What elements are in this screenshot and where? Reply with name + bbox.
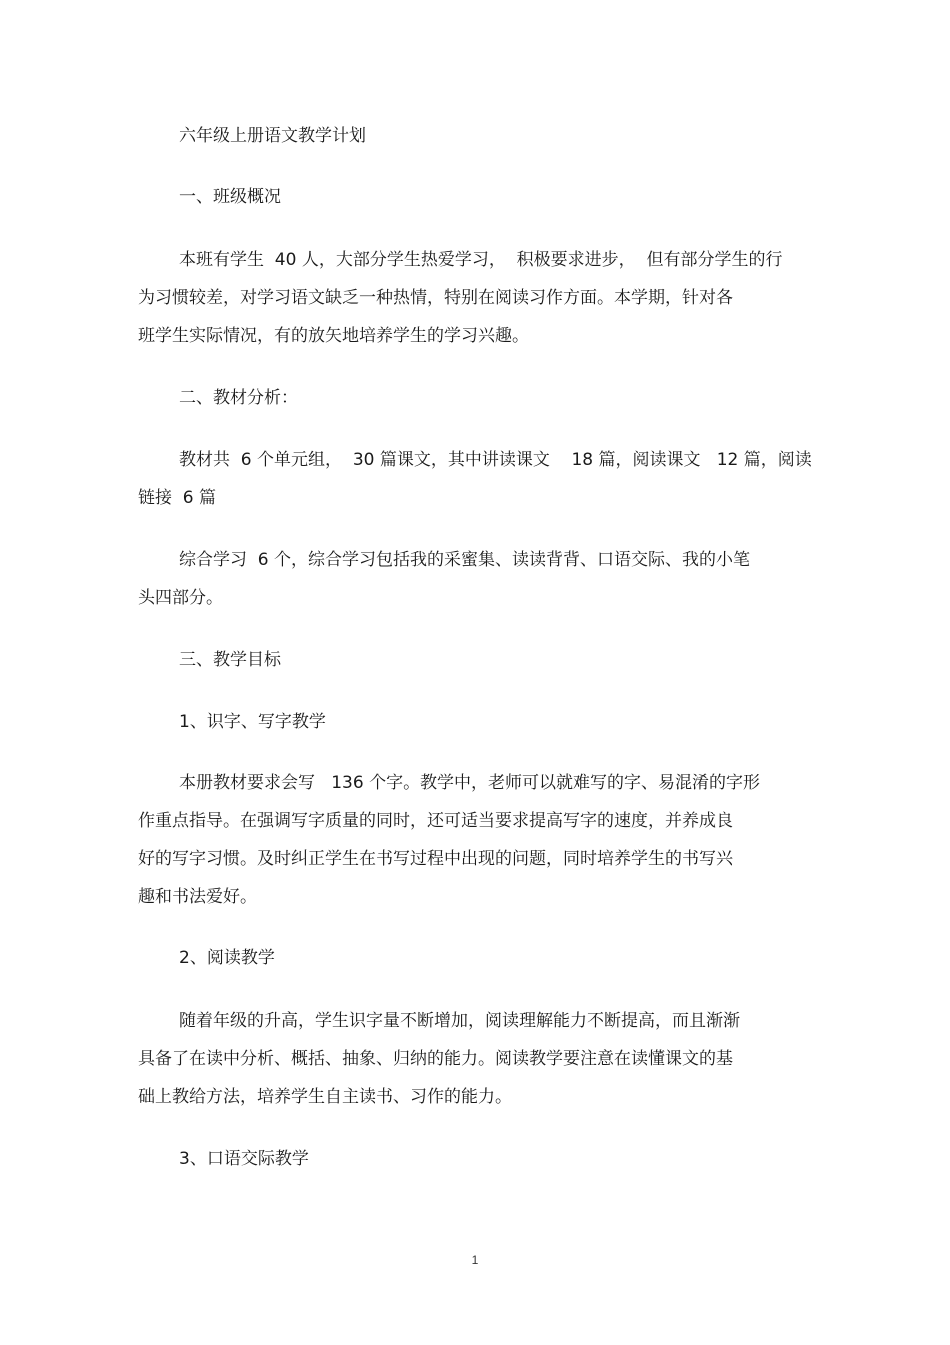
paragraph-line: 础上教给方法，培养学生自主读书、习作的能力。 bbox=[138, 1087, 512, 1107]
paragraph-line: 班学生实际情况，有的放矢地培养学生的学习兴趣。 bbox=[138, 326, 529, 346]
section-heading-class-overview: 一、班级概况 bbox=[179, 187, 281, 207]
paragraph-line: 为习惯较差，对学习语文缺乏一种热情，特别在阅读习作方面。本学期，针对各 bbox=[138, 288, 733, 308]
paragraph-line: 本册教材要求会写 136 个字。教学中，老师可以就难写的字、易混淆的字形 bbox=[179, 773, 761, 793]
document-title: 六年级上册语文教学计划 bbox=[179, 126, 366, 146]
paragraph-line: 头四部分。 bbox=[138, 588, 223, 608]
section-heading-textbook-analysis: 二、教材分析： bbox=[179, 388, 298, 408]
paragraph-line: 链接 6 篇 bbox=[138, 488, 217, 508]
paragraph-line: 本班有学生 40 人，大部分学生热爱学习， 积极要求进步， 但有部分学生的行 bbox=[179, 250, 783, 270]
subsection-heading-literacy: 1、识字、写字教学 bbox=[179, 712, 326, 732]
paragraph-line: 趣和书法爱好。 bbox=[138, 887, 257, 907]
page-number: 1 bbox=[471, 1253, 479, 1267]
section-heading-teaching-goals: 三、教学目标 bbox=[179, 650, 281, 670]
paragraph-line: 作重点指导。在强调写字质量的同时，还可适当要求提高写字的速度，并养成良 bbox=[138, 811, 733, 831]
paragraph-line: 随着年级的升高，学生识字量不断增加，阅读理解能力不断提高，而且渐渐 bbox=[179, 1011, 740, 1031]
subsection-heading-oral-communication: 3、口语交际教学 bbox=[179, 1149, 309, 1169]
paragraph-line: 具备了在读中分析、概括、抽象、归纳的能力。阅读教学要注意在读懂课文的基 bbox=[138, 1049, 733, 1069]
paragraph-line: 好的写字习惯。及时纠正学生在书写过程中出现的问题，同时培养学生的书写兴 bbox=[138, 849, 733, 869]
paragraph-line: 综合学习 6 个，综合学习包括我的采蜜集、读读背背、口语交际、我的小笔 bbox=[179, 550, 751, 570]
subsection-heading-reading: 2、阅读教学 bbox=[179, 948, 275, 968]
paragraph-line: 教材共 6 个单元组， 30 篇课文，其中讲读课文 18 篇，阅读课文 12 篇，阅读 bbox=[179, 450, 812, 470]
